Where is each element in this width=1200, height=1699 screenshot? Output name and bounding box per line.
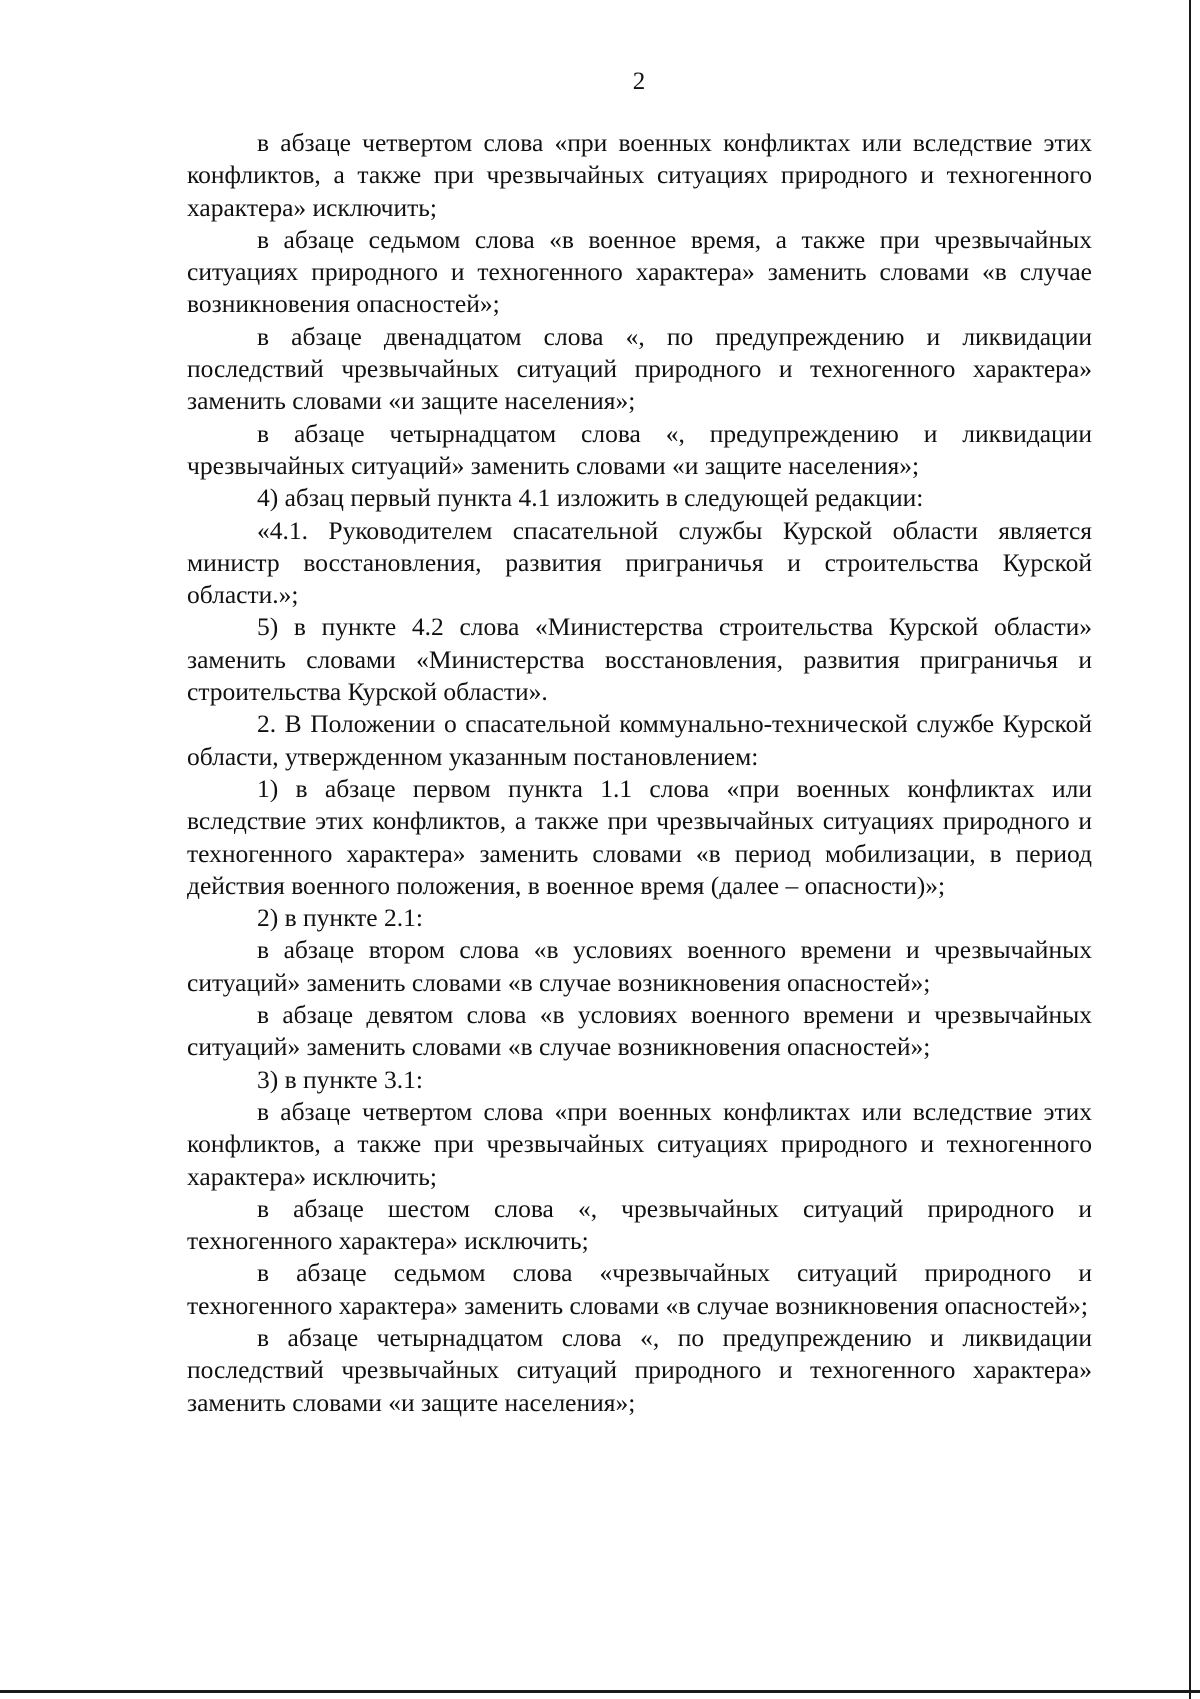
paragraph: в абзаце седьмом слова «в военное время, а также при чрезвычайных ситуациях природного и техногенного характера» заменить словами «в случае возникновения опасностей»;: [187, 224, 1092, 319]
scan-edge-bottom: [0, 1690, 1200, 1693]
paragraph: 2) в пункте 2.1:: [257, 903, 423, 933]
paragraph: 2. В Положении о спасательной коммунально-технической службе Курской области, утвержденном указанным постановлением:: [187, 709, 1092, 771]
document-body: [187, 127, 1092, 1419]
paragraph: 1) в абзаце первом пункта 1.1 слова «при военных конфликтах или вследствие этих конфликтов, а также при чрезвычайных ситуациях природного и техногенного характера» заменить словами «в период мобилизации, в период действия военного положения, в военное время (далее – опасности)»;: [187, 773, 1092, 900]
paragraph: в абзаце двенадцатом слова «, по предупреждению и ликвидации последствий чрезвычайных ситуаций природного и техногенного характера» заменить словами «и защите населения»;: [187, 321, 1092, 416]
paragraph: в абзаце шестом слова «, чрезвычайных ситуаций природного и техногенного характера» исключить;: [187, 1193, 1092, 1256]
scan-edge-right: [1189, 0, 1191, 1699]
paragraph: 4) абзац первый пункта 4.1 изложить в следующей редакции:: [257, 483, 924, 513]
paragraph: в абзаце четвертом слова «при военных конфликтах или вследствие этих конфликтов, а также при чрезвычайных ситуациях природного и техногенного характера» исключить;: [187, 1096, 1092, 1191]
paragraph: «4.1. Руководителем спасательной службы Курской области является министр восстановления, развития приграничья и строительства Курской области.»;: [187, 515, 1092, 610]
paragraph: в абзаце четырнадцатом слова «, по предупреждению и ликвидации последствий чрезвычайных ситуаций природного и техногенного характера» заменить словами «и защите населения»;: [187, 1322, 1092, 1417]
paragraph: 3) в пункте 3.1:: [257, 1064, 423, 1094]
paragraph: 5) в пункте 4.2 слова «Министерства строительства Курской области» заменить словами «Министерства восстановления, развития приграничья и строительства Курской области».: [187, 612, 1092, 707]
paragraph: в абзаце втором слова «в условиях военного времени и чрезвычайных ситуаций» заменить словами «в случае возникновения опасностей»;: [187, 935, 1092, 997]
paragraph: в абзаце четырнадцатом слова «, предупреждению и ликвидации чрезвычайных ситуаций» заменить словами «и защите населения»;: [187, 418, 1092, 480]
paragraph: в абзаце седьмом слова «чрезвычайных ситуаций природного и техногенного характера» заменить словами «в случае возникновения опасностей»;: [187, 1258, 1092, 1320]
page-number: 2: [632, 68, 646, 95]
paragraph: в абзаце девятом слова «в условиях военного времени и чрезвычайных ситуаций» заменить словами «в случае возникновения опасностей»;: [187, 1000, 1092, 1062]
paragraph: в абзаце четвертом слова «при военных конфликтах или вследствие этих конфликтов, а также при чрезвычайных ситуациях природного и техногенного характера» исключить;: [187, 128, 1092, 222]
